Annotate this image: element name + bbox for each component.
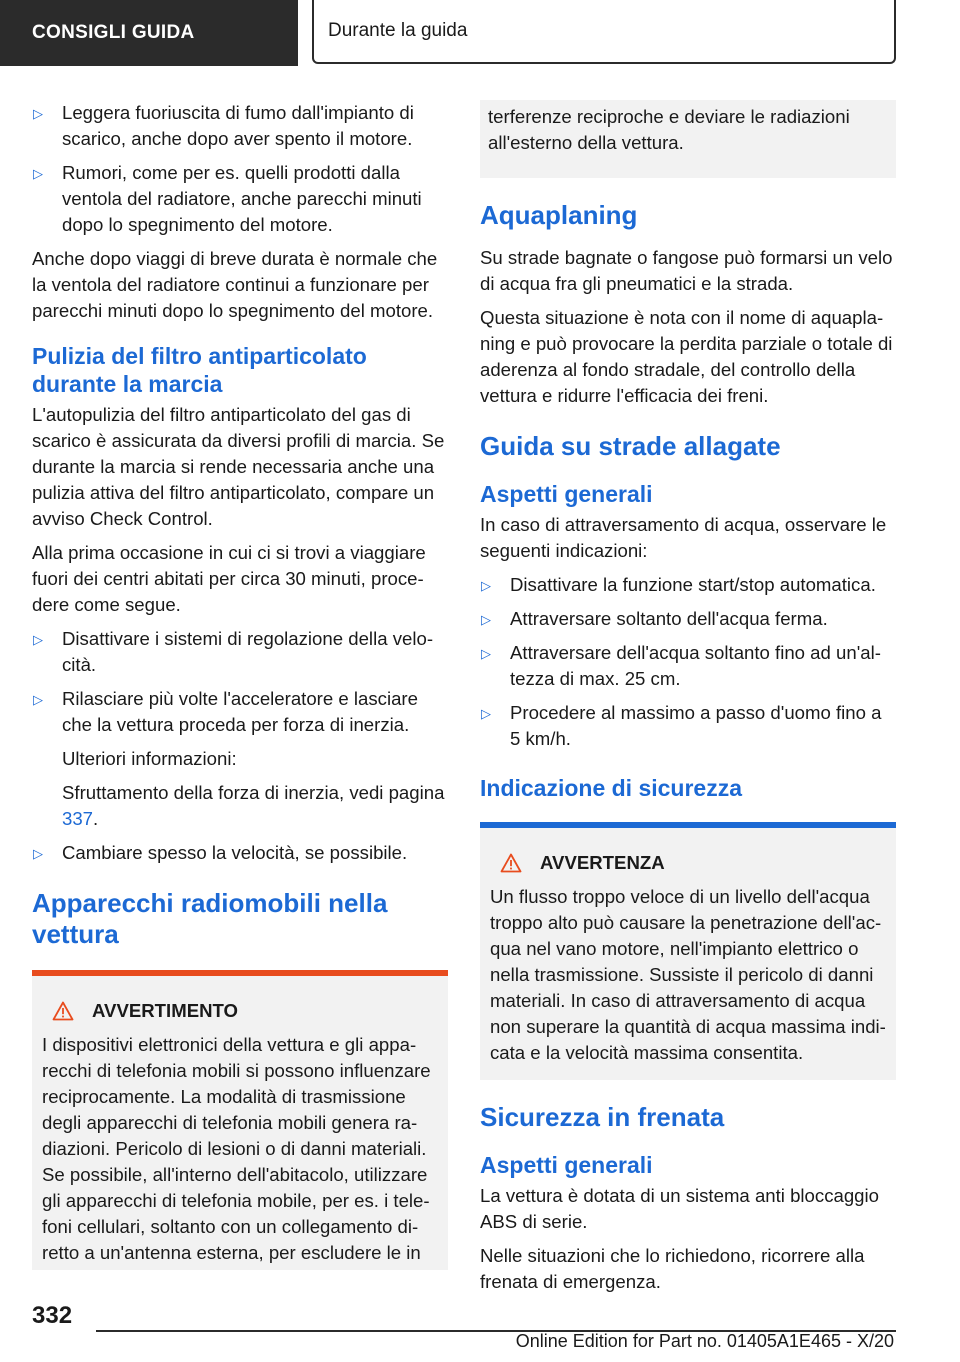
page-link[interactable]: 337 <box>62 808 94 829</box>
paragraph: La vettura è dotata di un sistema anti bloccaggio ABS di serie. <box>480 1185 879 1232</box>
section-heading: Pulizia del filtro antiparticolato durante la marcia <box>32 343 367 397</box>
triangle-right-icon: ▷ <box>33 632 43 647</box>
section-heading: Aspetti generali <box>480 481 653 507</box>
caution-text: Un flusso troppo veloce di un livello dell'acqua troppo alto può causare la penetrazione dell'acqua nel vano motore, nell'impianto elettrico o nella trasmissione. Sussiste il pericolo di danni materiali. In caso di attraversamento di acqua non superare la quantità di acqua massima indicata e la velocità massima consentita. <box>490 886 886 1063</box>
triangle-right-icon: ▷ <box>481 612 491 627</box>
triangle-right-icon: ▷ <box>481 646 491 661</box>
list-item: ▷ Disattivare i sistemi di regolazione della velocità. <box>33 628 434 675</box>
triangle-right-icon: ▷ <box>33 846 43 861</box>
warning-box <box>32 970 448 1270</box>
caution-title: AVVERTENZA <box>490 850 886 876</box>
list-item: ▷ Attraversare dell'acqua soltanto fino ad un'altezza di max. 25 cm. <box>481 642 881 689</box>
paragraph: In caso di attraversamento di acqua, osservare le seguenti indicazioni: <box>480 514 887 561</box>
paragraph: Anche dopo viaggi di breve durata è normale che la ventola del radiatore continui a funzionare per parecchi minuti dopo lo spegnimento del motore. <box>32 248 438 321</box>
list-item: ▷ Rilasciare più volte l'acceleratore e lasciare che la vettura proceda per forza di inerzia. <box>33 688 418 735</box>
section-heading: Indicazione di sicurezza <box>480 775 743 801</box>
triangle-right-icon: ▷ <box>33 166 43 181</box>
page-number: 332 <box>32 1302 73 1329</box>
triangle-right-icon: ▷ <box>33 106 43 121</box>
warning-title: AVVERTIMENTO <box>42 998 438 1024</box>
edition-note: Online Edition for Part no. 01405A1E465 - X/20 <box>515 1331 894 1351</box>
paragraph: L'autopulizia del filtro antiparticolato del gas di scarico è assicurata da diversi profili di marcia. Se durante la marcia si rende necessaria anche una pulizia attiva del filtro antiparticolato, compare un avviso Check Control. <box>32 404 445 529</box>
triangle-right-icon: ▷ <box>481 578 491 593</box>
list-item: ▷ Procedere al massimo a passo d'uomo fino a 5 km/h. <box>481 702 882 749</box>
warning-continuation: terferenze reciproche e deviare le radiazioni all'esterno della vettura. <box>480 100 896 178</box>
list-item: ▷ Cambiare spesso la velocità, se possibile. <box>32 840 448 866</box>
left-column <box>32 100 448 1270</box>
right-column <box>480 100 896 1303</box>
list-item: ▷ Leggera fuoriuscita di fumo dall'impianto di scarico, anche dopo aver spento il motore. <box>33 102 414 149</box>
section-heading: Aspetti generali <box>480 1152 653 1178</box>
paragraph: Nelle situazioni che lo richiedono, ricorrere alla frenata di emergenza. <box>480 1245 865 1292</box>
chapter-heading: Apparecchi radiomobili nella vettura <box>32 888 388 949</box>
caution-box <box>480 822 896 1080</box>
chapter-title: Durante la guida <box>312 0 896 64</box>
more-info-label: Ulteriori informazioni: <box>62 748 237 769</box>
warning-triangle-icon <box>52 1001 74 1021</box>
chapter-heading: Sicurezza in frenata <box>480 1102 725 1132</box>
paragraph: Questa situazione è nota con il nome di aquaplaning e può provocare la perdita parziale o totale di aderenza al fondo stradale, del controllo della vettura e ridurre l'efficacia dei freni. <box>480 307 893 406</box>
triangle-right-icon: ▷ <box>33 692 43 707</box>
page-header <box>0 0 960 66</box>
list-item: ▷ Attraversare soltanto dell'acqua ferma. <box>480 606 896 632</box>
paragraph: Alla prima occasione in cui ci si trovi a viaggiare fuori dei centri abitati per circa 30 minuti, procedere come segue. <box>32 542 426 615</box>
list-item: ▷ Rumori, come per es. quelli prodotti dalla ventola del radiatore, anche parecchi minuti dopo lo spegnimento del motore. <box>33 162 422 235</box>
triangle-right-icon: ▷ <box>481 706 491 721</box>
chapter-heading: Aquaplaning <box>480 200 638 230</box>
page-footer <box>0 1290 960 1362</box>
warning-triangle-icon <box>500 853 522 873</box>
chapter-heading: Guida su strade allagate <box>480 431 781 461</box>
more-info-text: Sfruttamento della forza di inerzia, vedi pagina 337. <box>62 782 445 829</box>
section-tab: CONSIGLI GUIDA <box>0 0 298 66</box>
warning-text: I dispositivi elettronici della vettura e gli apparecchi di telefonia mobili si possono influenzare reciprocamente. La modalità di trasmissione degli apparecchi di telefonia mobili genera radiazioni. Pericolo di lesioni o di danni materiali. Se possibile, all'interno dell'abitacolo, utilizzare gli apparecchi di telefonia mobile, per es. i telefoni cellulari, soltanto con un collegamento diretto a un'antenna esterna, per escludere le in <box>42 1034 431 1263</box>
list-item: ▷ Disattivare la funzione start/stop automatica. <box>480 572 896 598</box>
paragraph: Su strade bagnate o fangose può formarsi un velo di acqua fra gli pneumatici e la strada. <box>480 247 893 294</box>
